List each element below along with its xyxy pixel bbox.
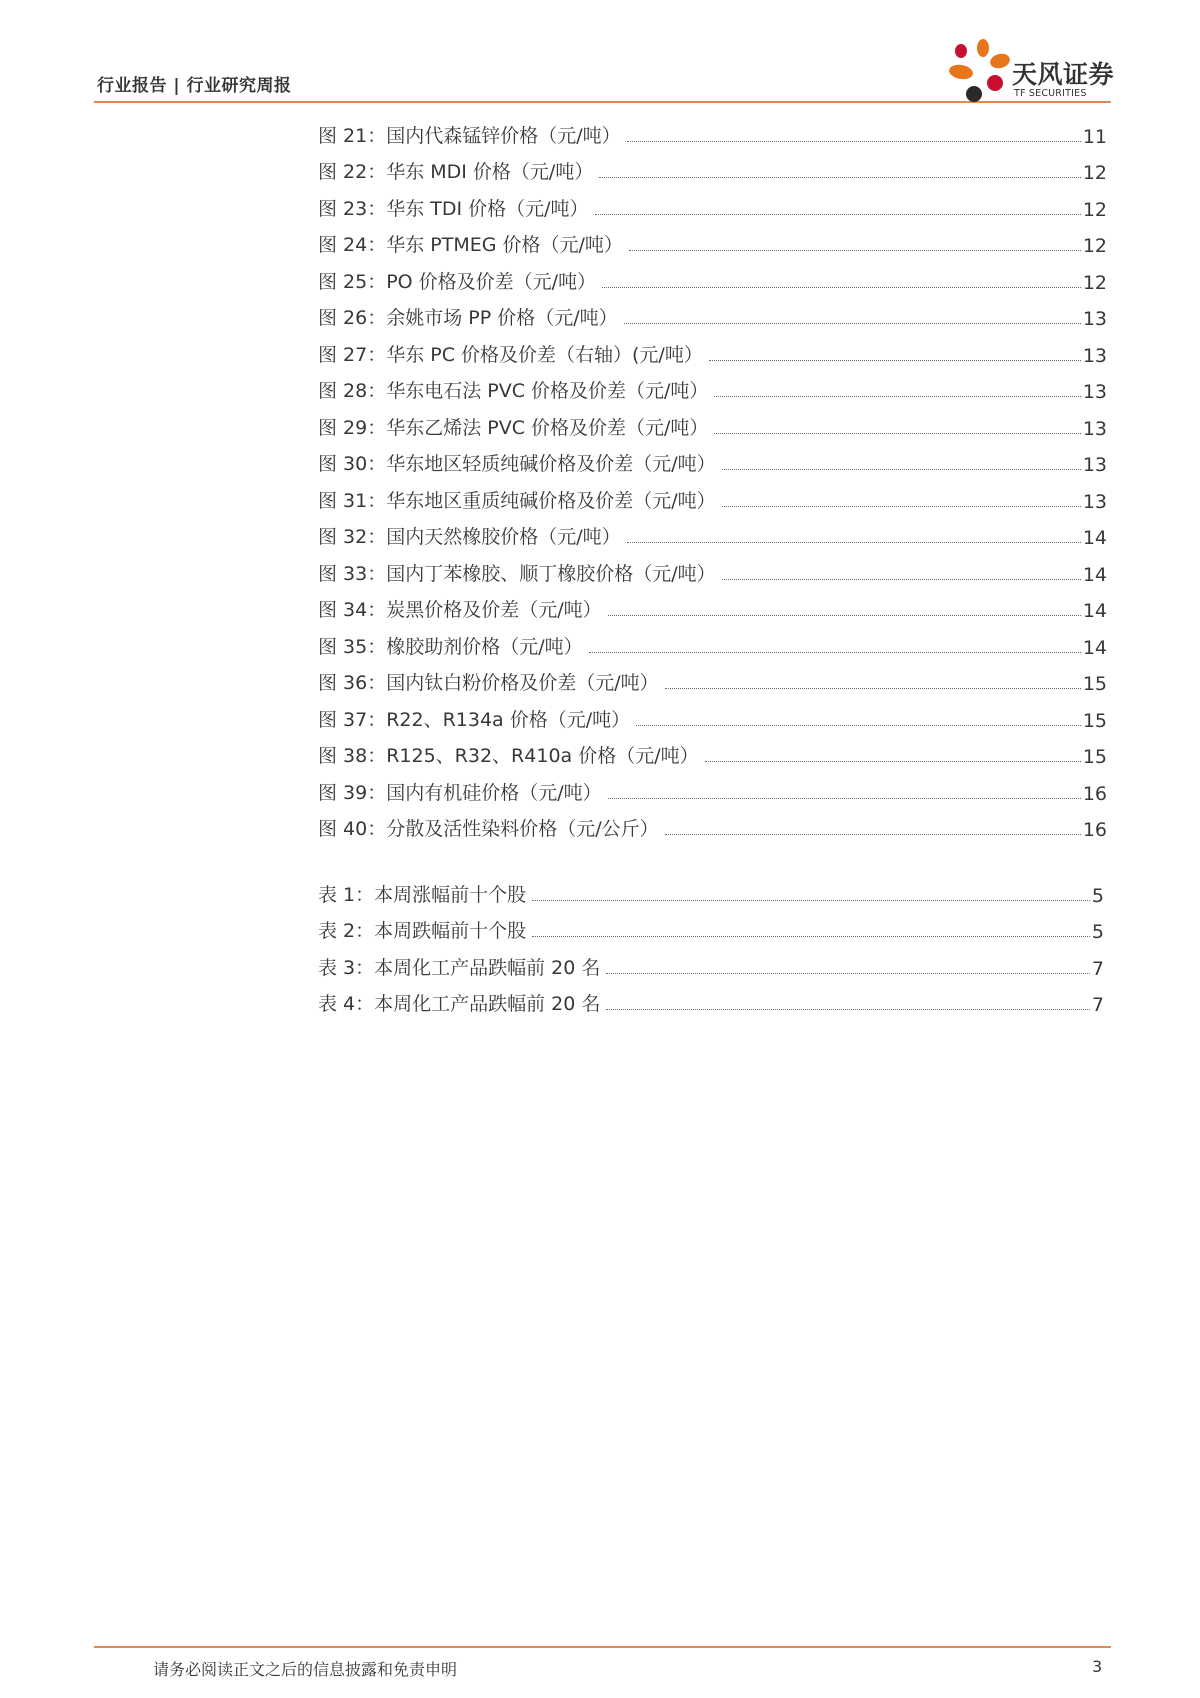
toc-dot-leader bbox=[532, 936, 1090, 937]
toc-entry-page: 16 bbox=[1082, 782, 1107, 805]
logo-petal-red-right bbox=[987, 75, 1003, 91]
toc-entry-label: 图 26：余姚市场 PP 价格（元/吨） bbox=[318, 307, 618, 329]
figure-toc-entry[interactable] bbox=[318, 294, 1107, 331]
toc-entry-label: 图 29：华东乙烯法 PVC 价格及价差（元/吨） bbox=[318, 416, 709, 439]
footer-disclaimer: 请务必阅读正文之后的信息披露和免责申明 bbox=[153, 1660, 458, 1679]
toc-entry-page: 12 bbox=[1082, 162, 1107, 184]
toc-dot-leader bbox=[709, 360, 1081, 361]
company-logo bbox=[948, 38, 1118, 106]
toc-dot-leader bbox=[627, 542, 1081, 543]
figure-toc-entry[interactable] bbox=[318, 367, 1107, 404]
table-toc-entry[interactable] bbox=[318, 943, 1104, 980]
toc-entry-page: 12 bbox=[1082, 198, 1107, 221]
toc-entry-page: 14 bbox=[1082, 600, 1107, 622]
figure-toc-entry[interactable] bbox=[318, 622, 1107, 659]
logo-petal-orange-top bbox=[977, 39, 989, 57]
table-toc-entry[interactable] bbox=[318, 907, 1104, 944]
toc-dot-leader bbox=[629, 250, 1081, 251]
toc-entry-label: 图 34：炭黑价格及价差（元/吨） bbox=[318, 599, 602, 621]
toc-entry-page: 11 bbox=[1082, 125, 1107, 148]
toc-entry-label: 图 22：华东 MDI 价格（元/吨） bbox=[318, 161, 594, 183]
toc-entry-label: 图 23：华东 TDI 价格（元/吨） bbox=[318, 197, 589, 220]
toc-entry-page: 13 bbox=[1082, 417, 1107, 440]
figure-toc-entry[interactable] bbox=[318, 221, 1107, 258]
figure-toc-entry[interactable] bbox=[318, 513, 1107, 550]
toc-entry-page: 16 bbox=[1082, 819, 1107, 841]
toc-dot-leader bbox=[624, 323, 1081, 324]
toc-entry-label: 图 38：R125、R32、R410a 价格（元/吨） bbox=[318, 745, 699, 767]
toc-dot-leader bbox=[595, 214, 1081, 215]
figure-toc-entry[interactable] bbox=[318, 330, 1107, 367]
toc-dot-leader bbox=[627, 141, 1081, 142]
toc-entry-page: 14 bbox=[1082, 527, 1107, 549]
figure-toc-entry[interactable] bbox=[318, 257, 1107, 294]
toc-entry-label: 图 25：PO 价格及价差（元/吨） bbox=[318, 270, 597, 293]
logo-company-subtitle: TF SECURITIES bbox=[1014, 88, 1087, 99]
toc-entry-page: 7 bbox=[1091, 957, 1104, 980]
toc-dot-leader bbox=[722, 506, 1081, 507]
figure-toc-entry[interactable] bbox=[318, 549, 1107, 586]
toc-entry-label: 图 39：国内有机硅价格（元/吨） bbox=[318, 781, 602, 804]
toc-entry-label: 表 3：本周化工产品跌幅前 20 名 bbox=[318, 956, 601, 979]
table-toc-entry[interactable] bbox=[318, 980, 1104, 1017]
figure-toc-entry[interactable] bbox=[318, 440, 1107, 477]
toc-dot-leader bbox=[705, 761, 1081, 762]
figure-toc-entry[interactable] bbox=[318, 403, 1107, 440]
toc-entry-label: 图 35：橡胶助剂价格（元/吨） bbox=[318, 635, 583, 658]
figure-toc-entry[interactable] bbox=[318, 586, 1107, 623]
toc-entry-page: 15 bbox=[1082, 709, 1107, 732]
toc-entry-label: 图 28：华东电石法 PVC 价格及价差（元/吨） bbox=[318, 380, 709, 402]
toc-entry-page: 13 bbox=[1082, 344, 1107, 367]
logo-company-name: 天风证券 bbox=[1012, 60, 1115, 89]
figure-toc-entry[interactable] bbox=[318, 659, 1107, 696]
toc-entry-page: 13 bbox=[1082, 490, 1107, 513]
page-number: 3 bbox=[1092, 1657, 1103, 1676]
flower-logo-icon bbox=[948, 38, 1012, 106]
toc-entry-label: 表 1：本周涨幅前十个股 bbox=[318, 883, 527, 906]
toc-entry-page: 13 bbox=[1082, 308, 1107, 330]
toc-entry-page: 12 bbox=[1082, 271, 1107, 294]
figures-table-of-contents bbox=[318, 111, 1107, 841]
figure-toc-entry[interactable] bbox=[318, 695, 1107, 732]
toc-entry-label: 图 21：国内代森锰锌价格（元/吨） bbox=[318, 124, 621, 147]
logo-petal-orange-right bbox=[989, 52, 1012, 71]
toc-dot-leader bbox=[714, 396, 1080, 397]
toc-entry-label: 图 33：国内丁苯橡胶、顺丁橡胶价格（元/吨） bbox=[318, 562, 716, 585]
toc-entry-label: 图 40：分散及活性染料价格（元/公斤） bbox=[318, 818, 659, 840]
footer-divider bbox=[94, 1646, 1111, 1648]
toc-dot-leader bbox=[602, 287, 1081, 288]
toc-entry-page: 14 bbox=[1082, 563, 1107, 586]
toc-entry-page: 13 bbox=[1082, 381, 1107, 403]
toc-dot-leader bbox=[608, 615, 1081, 616]
figure-toc-entry[interactable] bbox=[318, 111, 1107, 148]
toc-entry-page: 15 bbox=[1082, 673, 1107, 695]
logo-petal-black bbox=[966, 86, 982, 102]
toc-entry-page: 15 bbox=[1082, 746, 1107, 768]
toc-entry-label: 图 36：国内钛白粉价格及价差（元/吨） bbox=[318, 672, 659, 694]
toc-dot-leader bbox=[589, 652, 1081, 653]
figure-toc-entry[interactable] bbox=[318, 732, 1107, 769]
logo-petal-orange-left bbox=[948, 63, 974, 81]
toc-entry-page: 13 bbox=[1082, 454, 1107, 476]
toc-entry-label: 图 24：华东 PTMEG 价格（元/吨） bbox=[318, 234, 623, 256]
toc-dot-leader bbox=[606, 1009, 1090, 1010]
toc-entry-label: 图 32：国内天然橡胶价格（元/吨） bbox=[318, 526, 621, 548]
figure-toc-entry[interactable] bbox=[318, 184, 1107, 221]
toc-entry-label: 图 30：华东地区轻质纯碱价格及价差（元/吨） bbox=[318, 453, 716, 475]
toc-dot-leader bbox=[714, 433, 1080, 434]
toc-entry-label: 表 2：本周跌幅前十个股 bbox=[318, 920, 527, 942]
figure-toc-entry[interactable] bbox=[318, 768, 1107, 805]
report-type-label: 行业报告 | 行业研究周报 bbox=[97, 76, 292, 96]
toc-entry-page: 12 bbox=[1082, 235, 1107, 257]
toc-dot-leader bbox=[608, 798, 1081, 799]
toc-dot-leader bbox=[665, 834, 1081, 835]
tables-table-of-contents bbox=[318, 870, 1104, 1016]
toc-entry-label: 图 27：华东 PC 价格及价差（右轴）(元/吨） bbox=[318, 343, 703, 366]
figure-toc-entry[interactable] bbox=[318, 148, 1107, 185]
toc-entry-label: 表 4：本周化工产品跌幅前 20 名 bbox=[318, 993, 601, 1015]
toc-dot-leader bbox=[532, 900, 1090, 901]
toc-dot-leader bbox=[606, 973, 1090, 974]
toc-entry-page: 14 bbox=[1082, 636, 1107, 659]
logo-petal-red bbox=[955, 44, 967, 58]
figure-toc-entry[interactable] bbox=[318, 805, 1107, 842]
figure-toc-entry[interactable] bbox=[318, 476, 1107, 513]
toc-entry-label: 图 31：华东地区重质纯碱价格及价差（元/吨） bbox=[318, 489, 716, 512]
toc-dot-leader bbox=[636, 725, 1081, 726]
toc-dot-leader bbox=[722, 579, 1081, 580]
table-toc-entry[interactable] bbox=[318, 870, 1104, 907]
toc-dot-leader bbox=[665, 688, 1081, 689]
toc-entry-page: 5 bbox=[1091, 884, 1104, 907]
toc-dot-leader bbox=[599, 177, 1080, 178]
toc-entry-page: 5 bbox=[1091, 921, 1104, 943]
toc-entry-label: 图 37：R22、R134a 价格（元/吨） bbox=[318, 708, 631, 731]
toc-dot-leader bbox=[722, 469, 1081, 470]
toc-entry-page: 7 bbox=[1091, 994, 1104, 1016]
